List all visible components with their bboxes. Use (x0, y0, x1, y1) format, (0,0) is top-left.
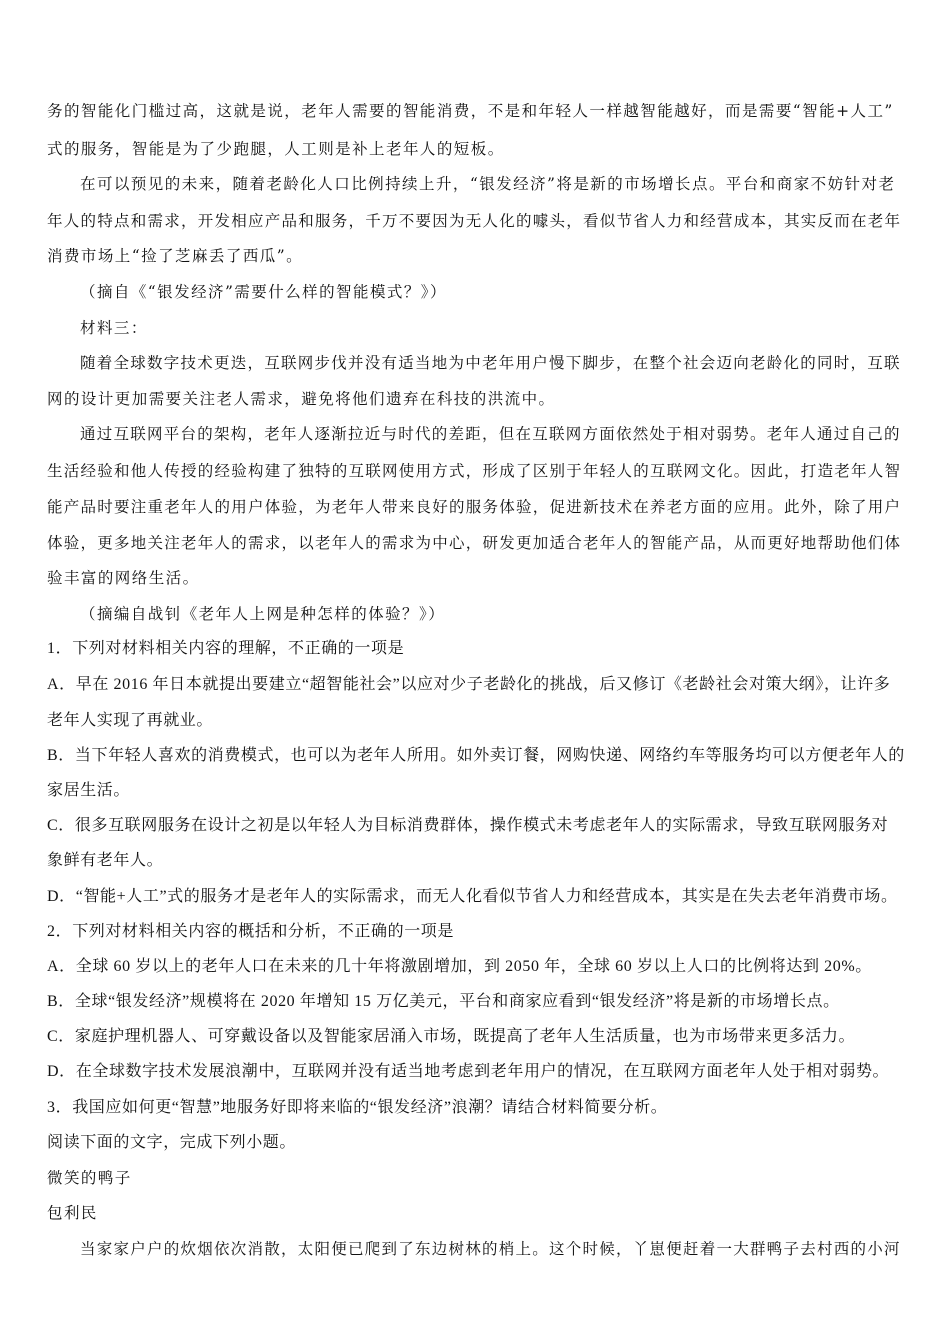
q1-option-c-line-2: 象鲜有老年人。 (47, 852, 164, 869)
material3-source: （摘编自战钊《老年人上网是种怎样的体验？》） (80, 605, 446, 623)
story-title: 微笑的鸭子 (47, 1169, 132, 1187)
material3-line-4: 生活经验和他人传授的经验构建了独特的互联网使用方式，形成了区别于年轻人的互联网文化。因此，打造老年人智 (47, 462, 902, 480)
material2-line-1: 务的智能化门槛过高，这就是说，老年人需要的智能消费，不是和年轻人一样越智能越好，而是需要“智能+人工” (47, 102, 894, 120)
q1-option-a-line-1: A．早在 2016 年日本就提出要建立“超智能社会”以应对少子老龄化的挑战，后又修订《老龄社会对策大纲》，让许多 (47, 676, 891, 693)
material3-line-1: 随着全球数字技术更迭，互联网步伐并没有适当地为中老年用户慢下脚步，在整个社会迈向老龄化的同时，互联 (80, 354, 901, 372)
reading-intro: 阅读下面的文字，完成下列小题。 (47, 1134, 297, 1151)
story-author: 包利民 (47, 1204, 98, 1222)
q1-option-b-line-1: B．当下年轻人喜欢的消费模式，也可以为老年人所用。如外卖订餐，网购快递、网络约车等服务均可以方便老年人的 (47, 747, 905, 764)
q2-option-d: D．在全球数字技术发展浪潮中，互联网并没有适当地考虑到老年用户的情况，在互联网方面老年人处于相对弱势。 (47, 1063, 890, 1080)
material3-heading: 材料三： (80, 319, 148, 337)
q1-option-a-line-2: 老年人实现了再就业。 (47, 712, 214, 729)
material2-line-5: 消费市场上“捡了芝麻丢了西瓜”。 (47, 247, 304, 265)
q2-option-c: C．家庭护理机器人、可穿戴设备以及智能家居涌入市场，既提高了老年人生活质量，也为市场带来更多活力。 (47, 1028, 856, 1045)
q2-stem: 2．下列对材料相关内容的概括和分析，不正确的一项是 (47, 923, 455, 940)
material2-line-3: 在可以预见的未来，随着老龄化人口比例持续上升，“银发经济”将是新的市场增长点。平台和商家不妨针对老 (80, 175, 896, 193)
q2-option-a: A．全球 60 岁以上的老年人口在未来的几十年将激剧增加，到 2050 年，全球 60 岁以上人口的比例将达到 20%。 (47, 958, 872, 975)
q1-stem: 1．下列对材料相关内容的理解，不正确的一项是 (47, 640, 405, 657)
q1-option-d: D．“智能+人工”式的服务才是老年人的实际需求，而无人化看似节省人力和经营成本，其实是在失去老年消费市场。 (47, 888, 898, 905)
q3-stem: 3．我国应如何更“智慧”地服务好即将来临的“银发经济”浪潮？请结合材料简要分析。 (47, 1099, 668, 1116)
material3-line-2: 网的设计更加需要关注老人需求，避免将他们遗弃在科技的洪流中。 (47, 390, 556, 408)
material3-line-6: 体验，更多地关注老年人的需求，以老年人的需求为中心，研发更加适合老年人的智能产品，从而更好地帮助他们体 (47, 534, 902, 552)
story-line-1: 当家家户户的炊烟依次消散，太阳便已爬到了东边树林的梢上。这个时候，丫崽便赶着一大群鸭子去村西的小河 (80, 1240, 901, 1258)
material2-line-4: 年人的特点和需求，开发相应产品和服务，千万不要因为无人化的噱头，看似节省人力和经营成本，其实反而在老年 (47, 212, 902, 230)
material3-line-3: 通过互联网平台的架构，老年人逐渐拉近与时代的差距，但在互联网方面依然处于相对弱势。老年人通过自己的 (80, 425, 901, 443)
material3-line-7: 验丰富的网络生活。 (47, 569, 200, 587)
q1-option-c-line-1: C．很多互联网服务在设计之初是以年轻人为目标消费群体，操作模式未考虑老年人的实际需求，导致互联网服务对 (47, 817, 889, 834)
q1-option-b-line-2: 家居生活。 (47, 782, 131, 799)
material3-line-5: 能产品时要注重老年人的用户体验，为老年人带来良好的服务体验，促进新技术在养老方面的应用。此外，除了用户 (47, 498, 902, 516)
material2-line-2: 式的服务，智能是为了少跑腿，人工则是补上老年人的短板。 (47, 140, 505, 158)
material2-source: （摘自《“银发经济”需要什么样的智能模式？》） (80, 283, 447, 301)
q2-option-b: B．全球“银发经济”规模将在 2020 年增知 15 万亿美元，平台和商家应看到“银发经济”将是新的市场增长点。 (47, 993, 840, 1010)
